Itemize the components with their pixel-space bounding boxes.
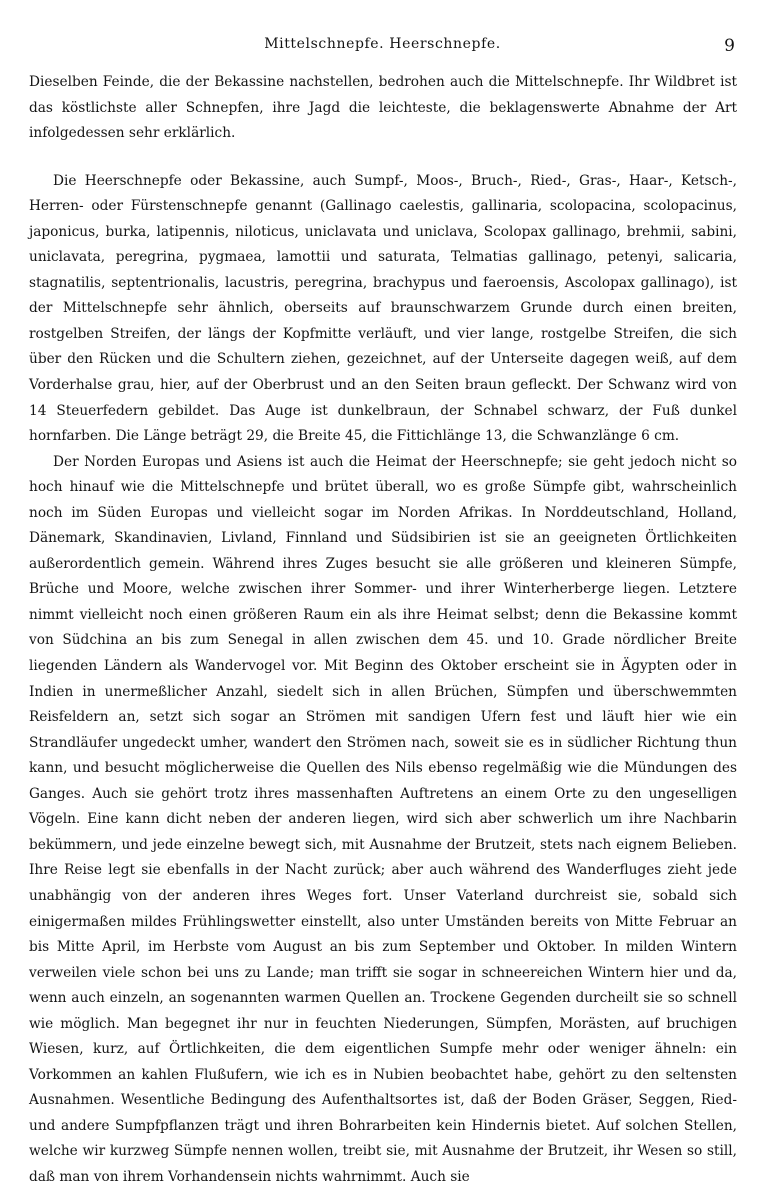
running-title: Mittelschnepfe. Heerschnepfe. [264, 36, 501, 52]
paragraph-2: Die Heerschnepfe oder Bekassine, auch Sumpf-, Moos-, Bruch-, Ried-, Gras-, Haar-, Ketsch-, Herren- oder Fürstenschnepfe genannt (Gallinago caelestis, gallinaria, scolopacina, scolopacinus, japonicus, burka, latipennis, niloticus, uniclavata und uniclava, Scolopax gallinago, brehmii, sabini, uniclavata, peregrina, pygmaea, lamottii und saturata, Telmatias gallinago, petenyi, salicaria, stagnatilis, septentrionalis, lacustris, peregrina, brachypus und faeroensis, Ascolopax gallinago), ist der Mittelschnepfe sehr ähnlich, oberseits auf braunschwarzem Grunde durch einen breiten, rostgelben Streifen, der längs der Kopfmitte verläuft, und vier lange, rostgelbe Streifen, die sich über den Rücken und die Schultern ziehen, gezeichnet, auf der Unterseite dagegen weiß, auf dem Vorderhalse grau, hier, auf der Oberbrust und an den Seiten braun gefleckt. Der Schwanz wird von 14 Steuerfedern gebildet. Das Auge ist dunkelbraun, der Schnabel schwarz, der Fuß dunkel hornfarben. Die Länge beträgt 29, die Breite 45, die Fittichlänge 13, die Schwanzlänge 6 cm. [29, 172, 737, 445]
page-number: 9 [724, 36, 735, 56]
body-text [29, 70, 737, 1191]
paragraph-1: Dieselben Feinde, die der Bekassine nachstellen, bedrohen auch die Mittelschnepfe. Ihr Wildbret ist das köstlichste aller Schnepfen, ihre Jagd die leichteste, die beklagenswerte Abnahme der Art infolgedessen sehr erklärlich. [29, 74, 737, 142]
paragraph-3: Der Norden Europas und Asiens ist auch die Heimat der Heerschnepfe; sie geht jedoch nicht so hoch hinauf wie die Mittelschnepfe und brütet überall, wo es große Sümpfe gibt, wahrscheinlich noch im Süden Europas und vielleicht sogar im Norden Afrikas. In Norddeutschland, Holland, Dänemark, Skandinavien, Livland, Finnland und Südsibirien ist sie an geeigneten Örtlichkeiten außerordentlich gemein. Während ihres Zuges besucht sie alle größeren und kleineren Sümpfe, Brüche und Moore, welche zwischen ihrer Sommer- und ihrer Winterherberge liegen. Letztere nimmt vielleicht noch einen größeren Raum ein als ihre Heimat selbst; denn die Bekassine kommt von Südchina an bis zum Senegal in allen zwischen dem 45. und 10. Grade nördlicher Breite liegenden Ländern als Wandervogel vor. Mit Beginn des Oktober erscheint sie in Ägypten oder in Indien in unermeßlicher Anzahl, siedelt sich in allen Brüchen, Sümpfen und überschwemmten Reisfeldern an, setzt sich sogar an Strömen mit sandigen Ufern fest und läuft hier wie ein Strandläufer ungedeckt umher, wandert den Strömen nach, soweit sie es in südlicher Richtung thun kann, und besucht möglicherweise die Quellen des Nils ebenso regelmäßig wie die Mündungen des Ganges. Auch sie gehört trotz ihres massenhaften Auftretens an einem Orte zu den ungeselligen Vögeln. Eine kann dicht neben der anderen liegen, wird sich aber schwerlich um ihre Nachbarin bekümmern, und jede einzelne bewegt sich, mit Ausnahme der Brutzeit, stets nach eignem Belieben. Ihre Reise legt sie ebenfalls in der Nacht zurück; aber auch während des Wanderfluges zieht jede unabhängig von der anderen ihres Weges fort. Unser Vaterland durchreist sie, sobald sich einigermaßen mildes Frühlingswetter einstellt, also unter Umständen bereits von Mitte Februar an bis Mitte April, im Herbste vom August an bis zum September und Oktober. In milden Wintern verweilen viele schon bei uns zu Lande; man trifft sie sogar in schneereichen Wintern hier und da, wenn auch einzeln, an sogenannten warmen Quellen an. Trockene Gegenden durcheilt sie so schnell wie möglich. Man begegnet ihr nur in feuchten Niederungen, Sümpfen, Morästen, auf bruchigen Wiesen, kurz, auf Örtlichkeiten, die dem eigentlichen Sumpfe mehr oder weniger ähneln: ein Vorkommen an kahlen Flußufern, wie ich es in Nubien beobachtet habe, gehört zu den seltensten Ausnahmen. Wesentliche Bedingung des Aufenthaltsortes ist, daß der Boden Gräser, Seggen, Ried- und andere Sumpfpflanzen trägt und ihren Bohrarbeiten kein Hindernis bietet. Auf solchen Stellen, welche wir kurzweg Sümpfe nennen wollen, treibt sie, mit Ausnahme der Brutzeit, ihr Wesen so still, daß man von ihrem Vorhandensein nichts wahrnimmt. Auch sie [29, 453, 737, 1185]
